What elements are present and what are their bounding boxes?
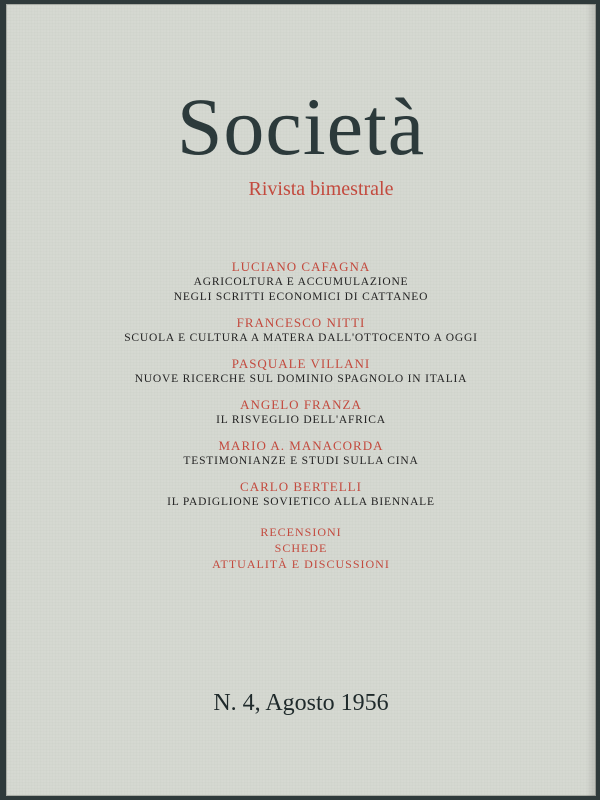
article-author: FRANCESCO NITTI: [236, 315, 366, 330]
article-author: PASQUALE VILLANI: [231, 356, 371, 371]
magazine-cover: [6, 4, 596, 796]
article-title-line: SCUOLA E CULTURA A MATERA DALL'OTTOCENTO A OGGI: [124, 332, 478, 344]
article-author: MARIO A. MANACORDA: [218, 438, 384, 453]
article-entry: [6, 355, 596, 387]
article-entry: [6, 314, 596, 346]
article-title-line: TESTIMONIANZE E STUDI SULLA CINA: [183, 455, 419, 467]
section-current-affairs: ATTUALITÀ E DISCUSSIONI: [212, 557, 390, 571]
magazine-title: Società: [176, 81, 426, 172]
section-reviews: RECENSIONI: [260, 525, 342, 539]
article-entry: [6, 258, 596, 305]
article-title-line: NUOVE RICERCHE SUL DOMINIO SPAGNOLO IN ITALIA: [134, 373, 468, 385]
article-author: LUCIANO CAFAGNA: [231, 259, 371, 274]
article-entry: [6, 437, 596, 469]
article-entry: [6, 396, 596, 428]
article-entry: [6, 478, 596, 510]
article-title-line: NEGLI SCRITTI ECONOMICI DI CATTANEO: [173, 291, 429, 303]
article-title-line: IL RISVEGLIO DELL'AFRICA: [216, 414, 386, 426]
section-notes: SCHEDE: [274, 541, 328, 555]
section-list: [6, 524, 596, 572]
article-title-line: IL PADIGLIONE SOVIETICO ALLA BIENNALE: [167, 496, 435, 508]
article-author: CARLO BERTELLI: [240, 479, 362, 494]
article-title-line: AGRICOLTURA E ACCUMULAZIONE: [193, 276, 409, 288]
table-of-contents: [6, 258, 596, 572]
article-author: ANGELO FRANZA: [240, 397, 362, 412]
magazine-subtitle: Rivista bimestrale: [248, 178, 394, 200]
issue-number-date: N. 4, Agosto 1956: [213, 690, 389, 716]
